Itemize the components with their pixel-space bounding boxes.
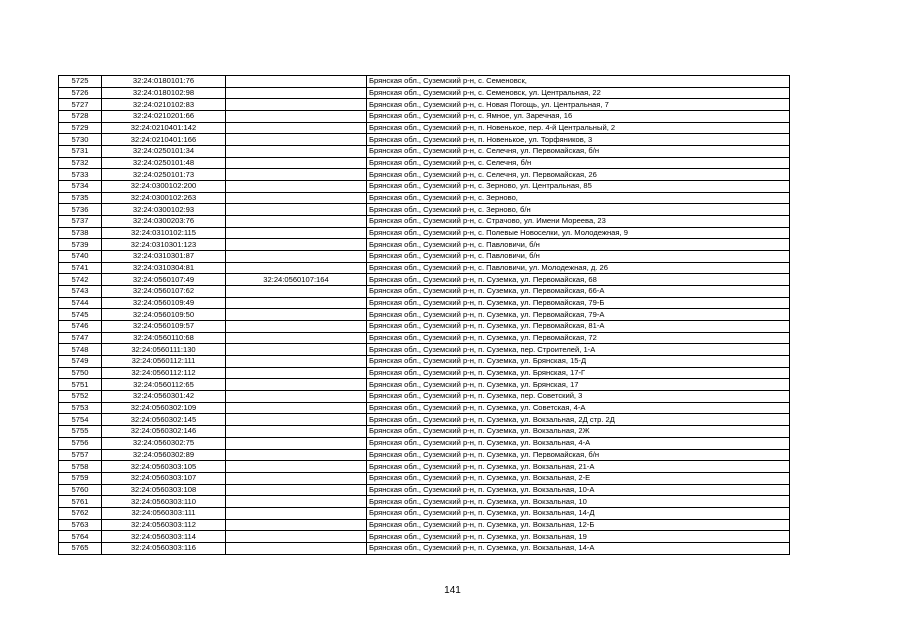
cadastral-number-cell: 32:24:0300102:200 xyxy=(102,181,226,193)
page-number: 141 xyxy=(444,585,461,596)
table-row xyxy=(59,449,790,461)
cadastral-number-cell: 32:24:0250101:34 xyxy=(102,146,226,158)
table-row xyxy=(59,531,790,543)
cadastral-number-cell: 32:24:0310102:115 xyxy=(102,227,226,239)
cadastral-number-cell: 32:24:0560303:110 xyxy=(102,496,226,508)
table-row xyxy=(59,414,790,426)
address-cell: Брянская обл., Суземский р-н, п. Суземка, ул. Вокзальная, 2-Е xyxy=(367,472,790,484)
cadastral-number-cell: 32:24:0210201:66 xyxy=(102,111,226,123)
cadastral-number-cell: 32:24:0210102:83 xyxy=(102,99,226,111)
cadastral-number-cell: 32:24:0300102:263 xyxy=(102,192,226,204)
related-cadastral-number-cell xyxy=(226,239,367,251)
row-number-cell: 5727 xyxy=(59,99,102,111)
row-number-cell: 5760 xyxy=(59,484,102,496)
cadastral-number-cell: 32:24:0560112:111 xyxy=(102,356,226,368)
address-cell: Брянская обл., Суземский р-н, с. Павловичи, ул. Молодежная, д. 26 xyxy=(367,262,790,274)
address-cell: Брянская обл., Суземский р-н, п. Суземка, ул. Первомайская, б/н xyxy=(367,449,790,461)
address-cell: Брянская обл., Суземский р-н, с. Селечня, ул. Первомайская, б/н xyxy=(367,146,790,158)
table-row xyxy=(59,426,790,438)
row-number-cell: 5732 xyxy=(59,157,102,169)
row-number-cell: 5743 xyxy=(59,286,102,298)
table-row xyxy=(59,192,790,204)
related-cadastral-number-cell xyxy=(226,379,367,391)
row-number-cell: 5745 xyxy=(59,309,102,321)
table-row xyxy=(59,461,790,473)
address-cell: Брянская обл., Суземский р-н, п. Суземка, ул. Первомайская, 79-Б xyxy=(367,297,790,309)
cadastral-number-cell: 32:24:0210401:166 xyxy=(102,134,226,146)
related-cadastral-number-cell xyxy=(226,437,367,449)
cadastral-number-cell: 32:24:0250101:48 xyxy=(102,157,226,169)
related-cadastral-number-cell xyxy=(226,496,367,508)
address-cell: Брянская обл., Суземский р-н, с. Селечня, ул. Первомайская, 26 xyxy=(367,169,790,181)
cadastral-number-cell: 32:24:0180101:76 xyxy=(102,76,226,88)
table-row xyxy=(59,507,790,519)
table-row xyxy=(59,402,790,414)
address-cell: Брянская обл., Суземский р-н, п. Суземка, ул. Советская, 4-А xyxy=(367,402,790,414)
cadastral-number-cell: 32:24:0560303:105 xyxy=(102,461,226,473)
cadastral-number-cell: 32:24:0560303:116 xyxy=(102,542,226,554)
address-cell: Брянская обл., Суземский р-н, п. Суземка, ул. Брянская, 17-Г xyxy=(367,367,790,379)
row-number-cell: 5751 xyxy=(59,379,102,391)
address-cell: Брянская обл., Суземский р-н, с. Семеновск, ул. Центральная, 22 xyxy=(367,87,790,99)
address-cell: Брянская обл., Суземский р-н, с. Зерново, б/н xyxy=(367,204,790,216)
related-cadastral-number-cell xyxy=(226,356,367,368)
related-cadastral-number-cell xyxy=(226,367,367,379)
table-row xyxy=(59,251,790,263)
address-cell: Брянская обл., Суземский р-н, п. Суземка, ул. Вокзальная, 2Д стр. 2Д xyxy=(367,414,790,426)
address-cell: Брянская обл., Суземский р-н, п. Суземка, ул. Вокзальная, 10 xyxy=(367,496,790,508)
related-cadastral-number-cell xyxy=(226,146,367,158)
cadastral-number-cell: 32:24:0560302:109 xyxy=(102,402,226,414)
table-row xyxy=(59,297,790,309)
row-number-cell: 5748 xyxy=(59,344,102,356)
table-row xyxy=(59,484,790,496)
address-cell: Брянская обл., Суземский р-н, п. Новенькое, ул. Торфяников, 3 xyxy=(367,134,790,146)
table-row xyxy=(59,262,790,274)
address-cell: Брянская обл., Суземский р-н, с. Новая Погощь, ул. Центральная, 7 xyxy=(367,99,790,111)
table-row xyxy=(59,111,790,123)
table-row xyxy=(59,204,790,216)
cadastral-number-cell: 32:24:0300102:93 xyxy=(102,204,226,216)
cadastral-number-cell: 32:24:0560302:145 xyxy=(102,414,226,426)
address-cell: Брянская обл., Суземский р-н, с. Павловичи, б/н xyxy=(367,251,790,263)
related-cadastral-number-cell xyxy=(226,76,367,88)
row-number-cell: 5761 xyxy=(59,496,102,508)
row-number-cell: 5756 xyxy=(59,437,102,449)
related-cadastral-number-cell xyxy=(226,531,367,543)
table-row xyxy=(59,437,790,449)
table-row xyxy=(59,274,790,286)
cadastral-number-cell: 32:24:0560302:75 xyxy=(102,437,226,449)
address-cell: Брянская обл., Суземский р-н, с. Зерново, xyxy=(367,192,790,204)
property-table-body xyxy=(59,76,790,555)
cadastral-number-cell: 32:24:0180102:98 xyxy=(102,87,226,99)
cadastral-number-cell: 32:24:0310301:87 xyxy=(102,251,226,263)
address-cell: Брянская обл., Суземский р-н, п. Суземка, ул. Вокзальная, 2Ж xyxy=(367,426,790,438)
row-number-cell: 5749 xyxy=(59,356,102,368)
related-cadastral-number-cell xyxy=(226,332,367,344)
related-cadastral-number-cell xyxy=(226,449,367,461)
table-row xyxy=(59,181,790,193)
row-number-cell: 5747 xyxy=(59,332,102,344)
related-cadastral-number-cell xyxy=(226,391,367,403)
row-number-cell: 5757 xyxy=(59,449,102,461)
cadastral-number-cell: 32:24:0300203:76 xyxy=(102,216,226,228)
address-cell: Брянская обл., Суземский р-н, п. Суземка, ул. Вокзальная, 21-А xyxy=(367,461,790,473)
table-row xyxy=(59,519,790,531)
row-number-cell: 5739 xyxy=(59,239,102,251)
cadastral-number-cell: 32:24:0560302:89 xyxy=(102,449,226,461)
related-cadastral-number-cell xyxy=(226,99,367,111)
related-cadastral-number-cell xyxy=(226,472,367,484)
address-cell: Брянская обл., Суземский р-н, с. Зерново, ул. Центральная, 85 xyxy=(367,181,790,193)
table-row xyxy=(59,146,790,158)
row-number-cell: 5741 xyxy=(59,262,102,274)
row-number-cell: 5746 xyxy=(59,321,102,333)
table-row xyxy=(59,216,790,228)
table-row xyxy=(59,99,790,111)
related-cadastral-number-cell xyxy=(226,414,367,426)
related-cadastral-number-cell xyxy=(226,169,367,181)
address-cell: Брянская обл., Суземский р-н, п. Суземка, ул. Вокзальная, 12-Б xyxy=(367,519,790,531)
row-number-cell: 5742 xyxy=(59,274,102,286)
row-number-cell: 5725 xyxy=(59,76,102,88)
row-number-cell: 5762 xyxy=(59,507,102,519)
table-row xyxy=(59,391,790,403)
cadastral-number-cell: 32:24:0560109:49 xyxy=(102,297,226,309)
table-row xyxy=(59,379,790,391)
cadastral-number-cell: 32:24:0310301:123 xyxy=(102,239,226,251)
address-cell: Брянская обл., Суземский р-н, п. Суземка, ул. Брянская, 17 xyxy=(367,379,790,391)
table-row xyxy=(59,542,790,554)
row-number-cell: 5754 xyxy=(59,414,102,426)
row-number-cell: 5764 xyxy=(59,531,102,543)
table-row xyxy=(59,76,790,88)
table-row xyxy=(59,496,790,508)
address-cell: Брянская обл., Суземский р-н, п. Суземка, ул. Первомайская, 72 xyxy=(367,332,790,344)
related-cadastral-number-cell xyxy=(226,286,367,298)
address-cell: Брянская обл., Суземский р-н, п. Суземка, ул. Вокзальная, 19 xyxy=(367,531,790,543)
row-number-cell: 5765 xyxy=(59,542,102,554)
row-number-cell: 5730 xyxy=(59,134,102,146)
address-cell: Брянская обл., Суземский р-н, с. Полевые Новоселки, ул. Молодежная, 9 xyxy=(367,227,790,239)
cadastral-number-cell: 32:24:0560112:65 xyxy=(102,379,226,391)
related-cadastral-number-cell xyxy=(226,204,367,216)
row-number-cell: 5752 xyxy=(59,391,102,403)
related-cadastral-number-cell xyxy=(226,519,367,531)
table-row xyxy=(59,134,790,146)
related-cadastral-number-cell: 32:24:0560107:164 xyxy=(226,274,367,286)
table-row xyxy=(59,87,790,99)
cadastral-number-cell: 32:24:0560302:146 xyxy=(102,426,226,438)
table-row xyxy=(59,122,790,134)
cadastral-number-cell: 32:24:0310304:81 xyxy=(102,262,226,274)
cadastral-number-cell: 32:24:0560301:42 xyxy=(102,391,226,403)
related-cadastral-number-cell xyxy=(226,251,367,263)
related-cadastral-number-cell xyxy=(226,122,367,134)
row-number-cell: 5740 xyxy=(59,251,102,263)
address-cell: Брянская обл., Суземский р-н, п. Суземка, ул. Первомайская, 79-А xyxy=(367,309,790,321)
row-number-cell: 5736 xyxy=(59,204,102,216)
address-cell: Брянская обл., Суземский р-н, п. Суземка, ул. Вокзальная, 4-А xyxy=(367,437,790,449)
cadastral-number-cell: 32:24:0560303:108 xyxy=(102,484,226,496)
cadastral-number-cell: 32:24:0560110:68 xyxy=(102,332,226,344)
related-cadastral-number-cell xyxy=(226,297,367,309)
related-cadastral-number-cell xyxy=(226,111,367,123)
row-number-cell: 5735 xyxy=(59,192,102,204)
row-number-cell: 5753 xyxy=(59,402,102,414)
address-cell: Брянская обл., Суземский р-н, п. Суземка, ул. Первомайская, 66-А xyxy=(367,286,790,298)
table-row xyxy=(59,169,790,181)
address-cell: Брянская обл., Суземский р-н, п. Суземка, ул. Вокзальная, 10-А xyxy=(367,484,790,496)
related-cadastral-number-cell xyxy=(226,461,367,473)
table-row xyxy=(59,367,790,379)
related-cadastral-number-cell xyxy=(226,157,367,169)
row-number-cell: 5728 xyxy=(59,111,102,123)
row-number-cell: 5734 xyxy=(59,181,102,193)
address-cell: Брянская обл., Суземский р-н, п. Суземка, ул. Вокзальная, 14-А xyxy=(367,542,790,554)
related-cadastral-number-cell xyxy=(226,87,367,99)
cadastral-number-cell: 32:24:0250101:73 xyxy=(102,169,226,181)
row-number-cell: 5759 xyxy=(59,472,102,484)
cadastral-number-cell: 32:24:0560303:111 xyxy=(102,507,226,519)
row-number-cell: 5729 xyxy=(59,122,102,134)
address-cell: Брянская обл., Суземский р-н, с. Селечня, б/н xyxy=(367,157,790,169)
row-number-cell: 5737 xyxy=(59,216,102,228)
table-row xyxy=(59,309,790,321)
related-cadastral-number-cell xyxy=(226,134,367,146)
address-cell: Брянская обл., Суземский р-н, с. Ямное, ул. Заречная, 16 xyxy=(367,111,790,123)
row-number-cell: 5758 xyxy=(59,461,102,473)
address-cell: Брянская обл., Суземский р-н, с. Страчово, ул. Имени Мореева, 23 xyxy=(367,216,790,228)
cadastral-number-cell: 32:24:0210401:142 xyxy=(102,122,226,134)
table-row xyxy=(59,332,790,344)
cadastral-number-cell: 32:24:0560303:114 xyxy=(102,531,226,543)
related-cadastral-number-cell xyxy=(226,227,367,239)
row-number-cell: 5726 xyxy=(59,87,102,99)
row-number-cell: 5750 xyxy=(59,367,102,379)
cadastral-number-cell: 32:24:0560107:62 xyxy=(102,286,226,298)
row-number-cell: 5738 xyxy=(59,227,102,239)
property-table xyxy=(58,75,790,555)
row-number-cell: 5733 xyxy=(59,169,102,181)
row-number-cell: 5744 xyxy=(59,297,102,309)
cadastral-number-cell: 32:24:0560111:130 xyxy=(102,344,226,356)
table-row xyxy=(59,344,790,356)
related-cadastral-number-cell xyxy=(226,192,367,204)
table-row xyxy=(59,286,790,298)
cadastral-number-cell: 32:24:0560109:57 xyxy=(102,321,226,333)
related-cadastral-number-cell xyxy=(226,181,367,193)
cadastral-number-cell: 32:24:0560109:50 xyxy=(102,309,226,321)
row-number-cell: 5731 xyxy=(59,146,102,158)
related-cadastral-number-cell xyxy=(226,484,367,496)
related-cadastral-number-cell xyxy=(226,321,367,333)
address-cell: Брянская обл., Суземский р-н, п. Суземка, ул. Первомайская, 81-А xyxy=(367,321,790,333)
related-cadastral-number-cell xyxy=(226,426,367,438)
related-cadastral-number-cell xyxy=(226,262,367,274)
cadastral-number-cell: 32:24:0560303:107 xyxy=(102,472,226,484)
cadastral-number-cell: 32:24:0560303:112 xyxy=(102,519,226,531)
table-row xyxy=(59,321,790,333)
related-cadastral-number-cell xyxy=(226,507,367,519)
related-cadastral-number-cell xyxy=(226,344,367,356)
row-number-cell: 5763 xyxy=(59,519,102,531)
address-cell: Брянская обл., Суземский р-н, п. Суземка, ул. Первомайская, 68 xyxy=(367,274,790,286)
table-row xyxy=(59,239,790,251)
table-row xyxy=(59,356,790,368)
row-number-cell: 5755 xyxy=(59,426,102,438)
related-cadastral-number-cell xyxy=(226,309,367,321)
table-row xyxy=(59,227,790,239)
address-cell: Брянская обл., Суземский р-н, п. Новенькое, пер. 4-й Центральный, 2 xyxy=(367,122,790,134)
address-cell: Брянская обл., Суземский р-н, с. Семеновск, xyxy=(367,76,790,88)
address-cell: Брянская обл., Суземский р-н, с. Павловичи, б/н xyxy=(367,239,790,251)
address-cell: Брянская обл., Суземский р-н, п. Суземка, ул. Брянская, 15-Д xyxy=(367,356,790,368)
table-row xyxy=(59,157,790,169)
cadastral-number-cell: 32:24:0560107:49 xyxy=(102,274,226,286)
address-cell: Брянская обл., Суземский р-н, п. Суземка, пер. Советский, 3 xyxy=(367,391,790,403)
address-cell: Брянская обл., Суземский р-н, п. Суземка, ул. Вокзальная, 14-Д xyxy=(367,507,790,519)
address-cell: Брянская обл., Суземский р-н, п. Суземка, пер. Строителей, 1-А xyxy=(367,344,790,356)
related-cadastral-number-cell xyxy=(226,402,367,414)
related-cadastral-number-cell xyxy=(226,542,367,554)
related-cadastral-number-cell xyxy=(226,216,367,228)
table-row xyxy=(59,472,790,484)
cadastral-number-cell: 32:24:0560112:112 xyxy=(102,367,226,379)
